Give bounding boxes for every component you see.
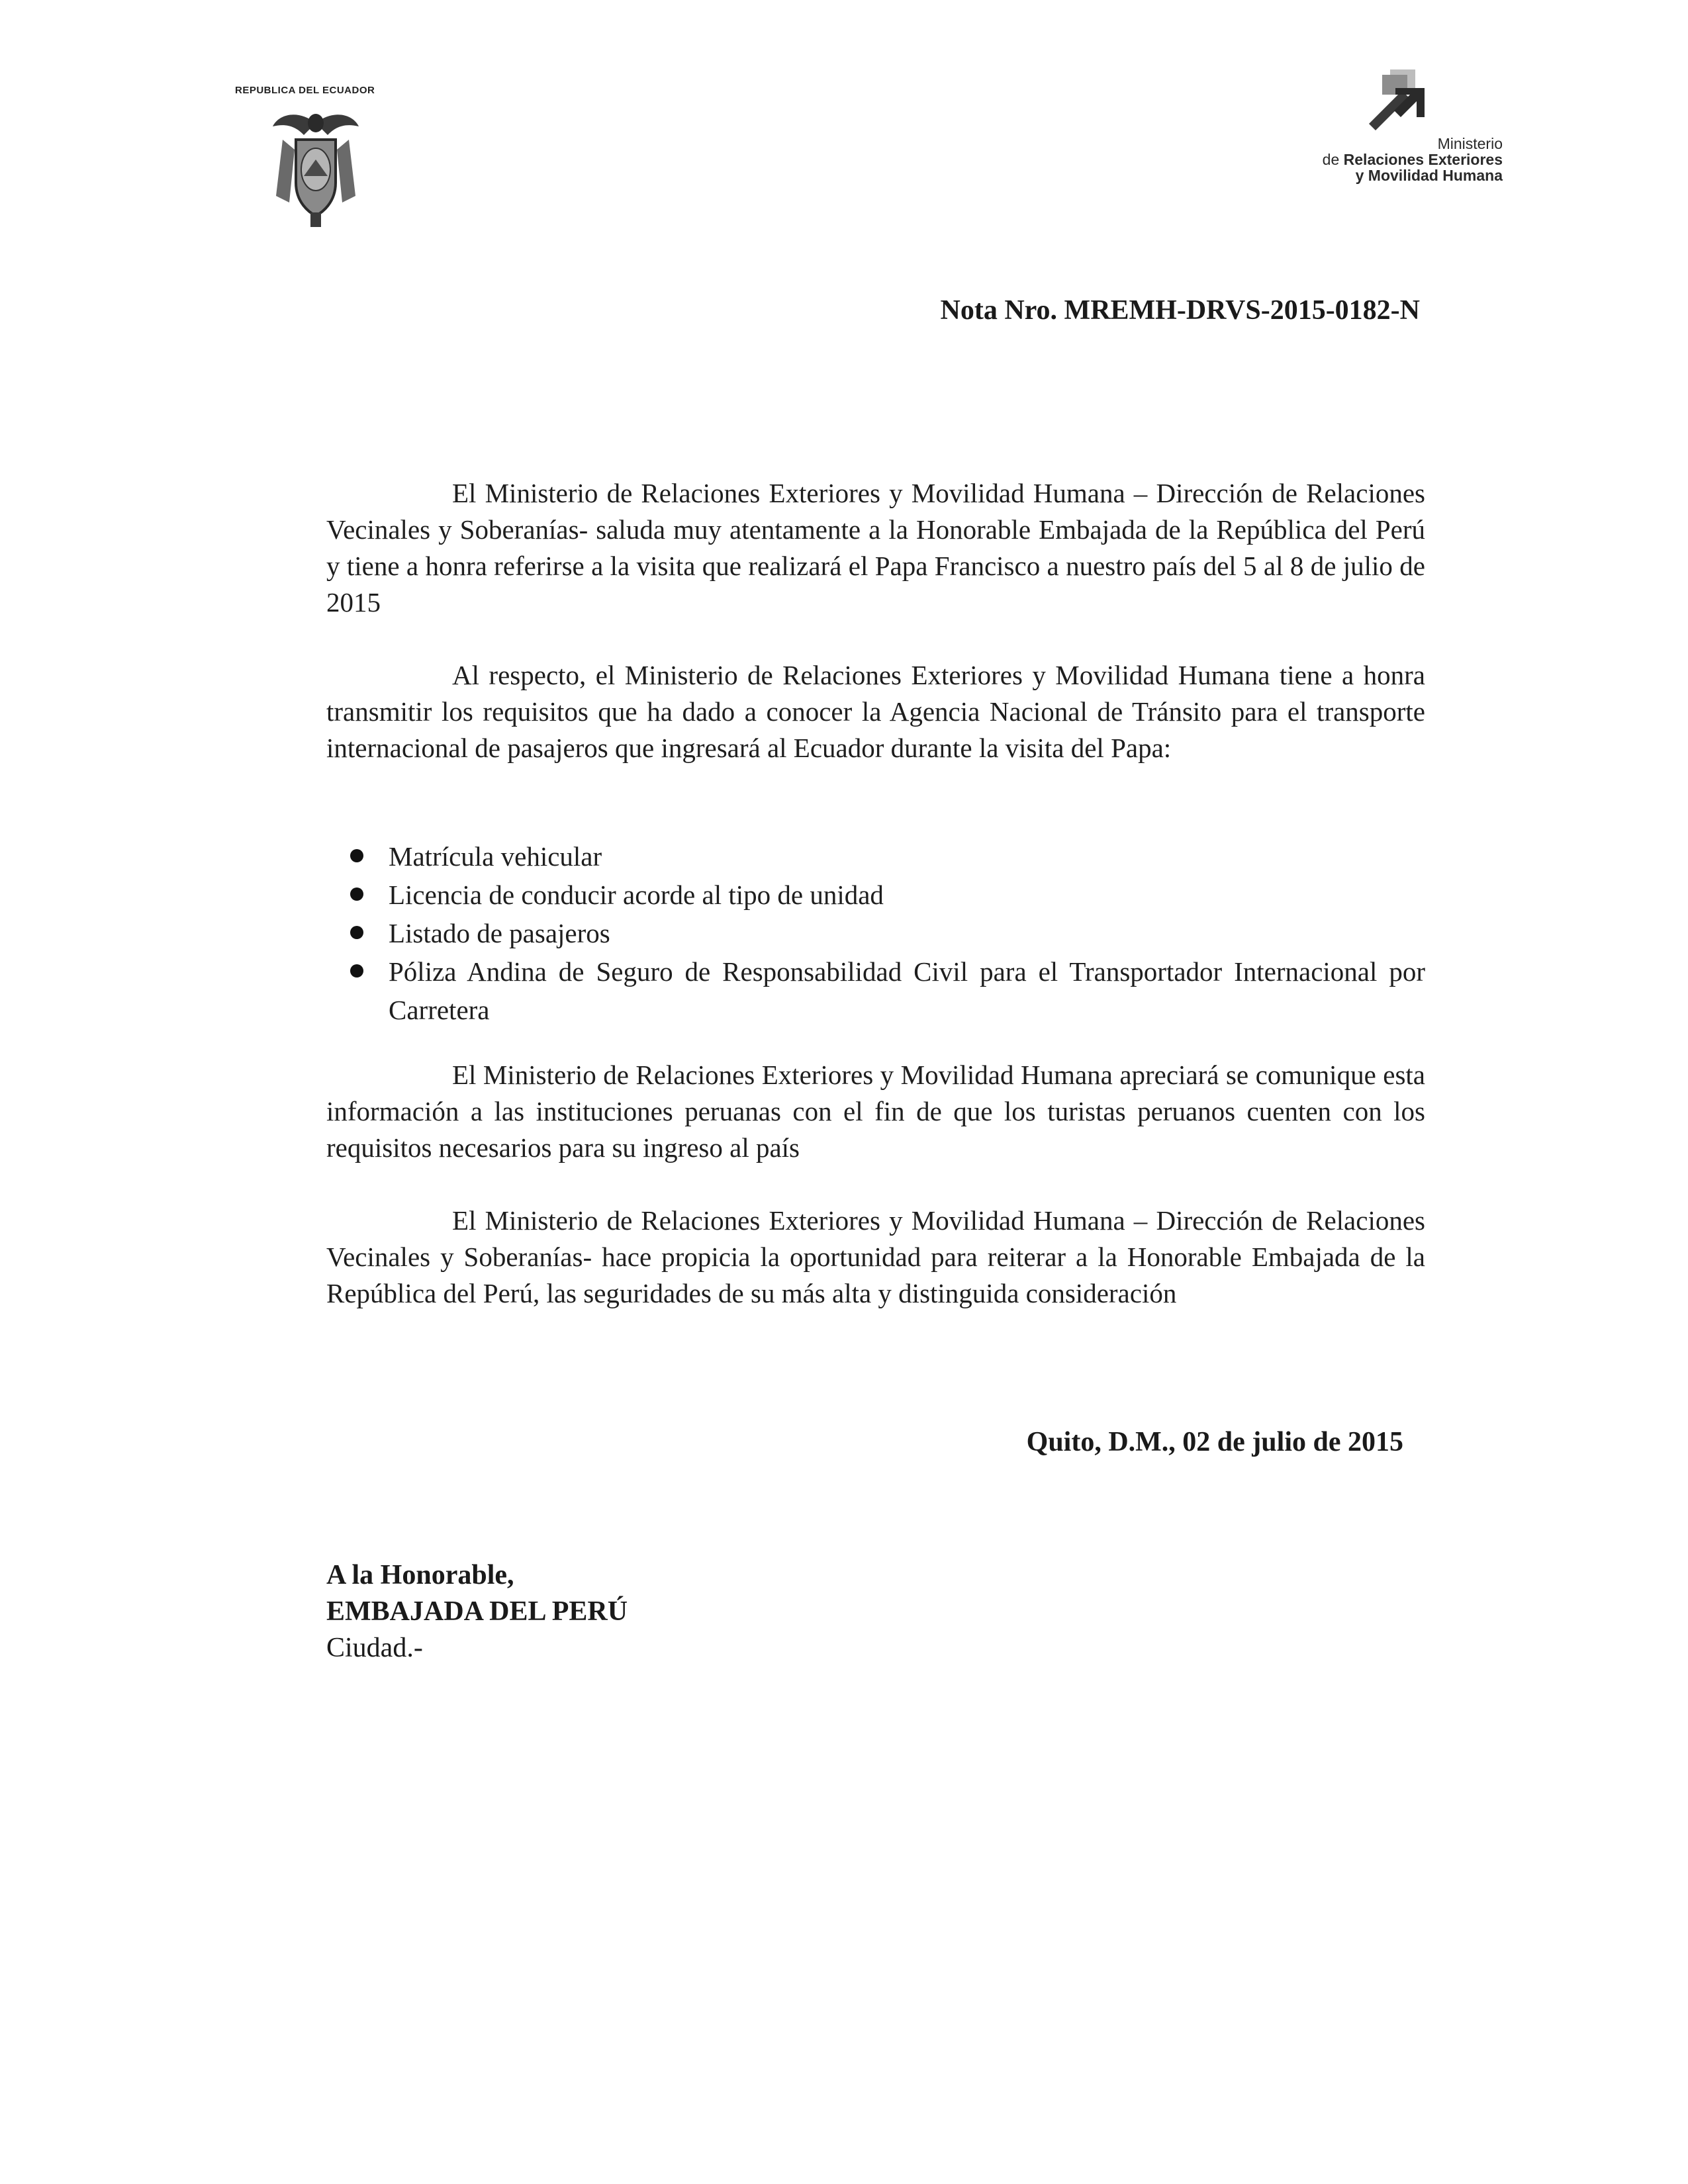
republic-label: REPUBLICA DEL ECUADOR — [235, 85, 375, 96]
requirement-text: Listado de pasajeros — [389, 918, 610, 948]
list-item — [326, 952, 1425, 1029]
requirements-list — [326, 837, 1425, 1029]
paragraph-greeting-text: El Ministerio de Relaciones Exteriores y Movilidad Humana – Dirección de Relaciones Vecinales y Soberanías- saluda muy atentamente a la Honorable Embajada de la República del Perú y tiene a honra referirse a la visita que realizará el Papa Francisco a nuestro país del 5 al 8 de julio de 2015 — [326, 478, 1425, 617]
ministry-line-1: Ministerio — [1437, 135, 1503, 152]
requirement-text: Licencia de conducir acorde al tipo de unidad — [389, 880, 884, 910]
recipient-salutation: A la Honorable, — [326, 1560, 514, 1590]
list-item — [326, 876, 1425, 914]
bullet-icon — [350, 849, 363, 862]
requirement-text: Matrícula vehicular — [389, 841, 602, 872]
bullet-icon — [350, 887, 363, 901]
ministry-logo-icon — [1364, 69, 1443, 136]
list-item — [326, 837, 1425, 876]
recipient-block — [326, 1557, 628, 1666]
paragraph-request-text: El Ministerio de Relaciones Exteriores y Movilidad Humana apreciará se comunique esta información a las instituciones peruanas con el fin de que los turistas peruanos cuenten con los requisitos necesarios para su ingreso al país — [326, 1060, 1425, 1163]
recipient-city: Ciudad.- — [326, 1633, 423, 1663]
ministry-header — [1297, 69, 1523, 202]
requirement-text: Póliza Andina de Seguro de Responsabilidad Civil para el Transportador Internacional por Carretera — [389, 956, 1425, 1025]
paragraph-greeting — [326, 475, 1425, 621]
ministry-line-2-bold: Relaciones Exteriores — [1343, 151, 1503, 168]
ministry-line-2 — [1323, 152, 1503, 167]
republic-header — [235, 85, 394, 96]
coat-of-arms-icon — [269, 103, 362, 229]
paragraph-request — [326, 1057, 1425, 1166]
note-number: Nota Nro. MREMH-DRVS-2015-0182-N — [940, 295, 1420, 326]
bullet-icon — [350, 964, 363, 978]
recipient-name: EMBAJADA DEL PERÚ — [326, 1596, 628, 1627]
place-date: Quito, D.M., 02 de julio de 2015 — [1026, 1427, 1403, 1457]
ministry-line-3: y Movilidad Humana — [1355, 167, 1503, 184]
ministry-name — [1323, 136, 1503, 183]
bullet-icon — [350, 926, 363, 939]
paragraph-requirements-intro-text: Al respecto, el Ministerio de Relaciones Exteriores y Movilidad Humana tiene a honra transmitir los requisitos que ha dado a conocer la Agencia Nacional de Tránsito para el transporte internacional de pasajeros que ingresará al Ecuador durante la visita del Papa: — [326, 660, 1425, 763]
paragraph-closing-text: El Ministerio de Relaciones Exteriores y Movilidad Humana – Dirección de Relaciones Vecinales y Soberanías- hace propicia la oportunidad para reiterar a la Honorable Embajada de la República del Perú, las seguridades de su más alta y distinguida consideración — [326, 1205, 1425, 1308]
list-item — [326, 914, 1425, 952]
paragraph-closing — [326, 1203, 1425, 1312]
ministry-line-2-prefix: de — [1322, 151, 1344, 168]
paragraph-requirements-intro — [326, 657, 1425, 766]
